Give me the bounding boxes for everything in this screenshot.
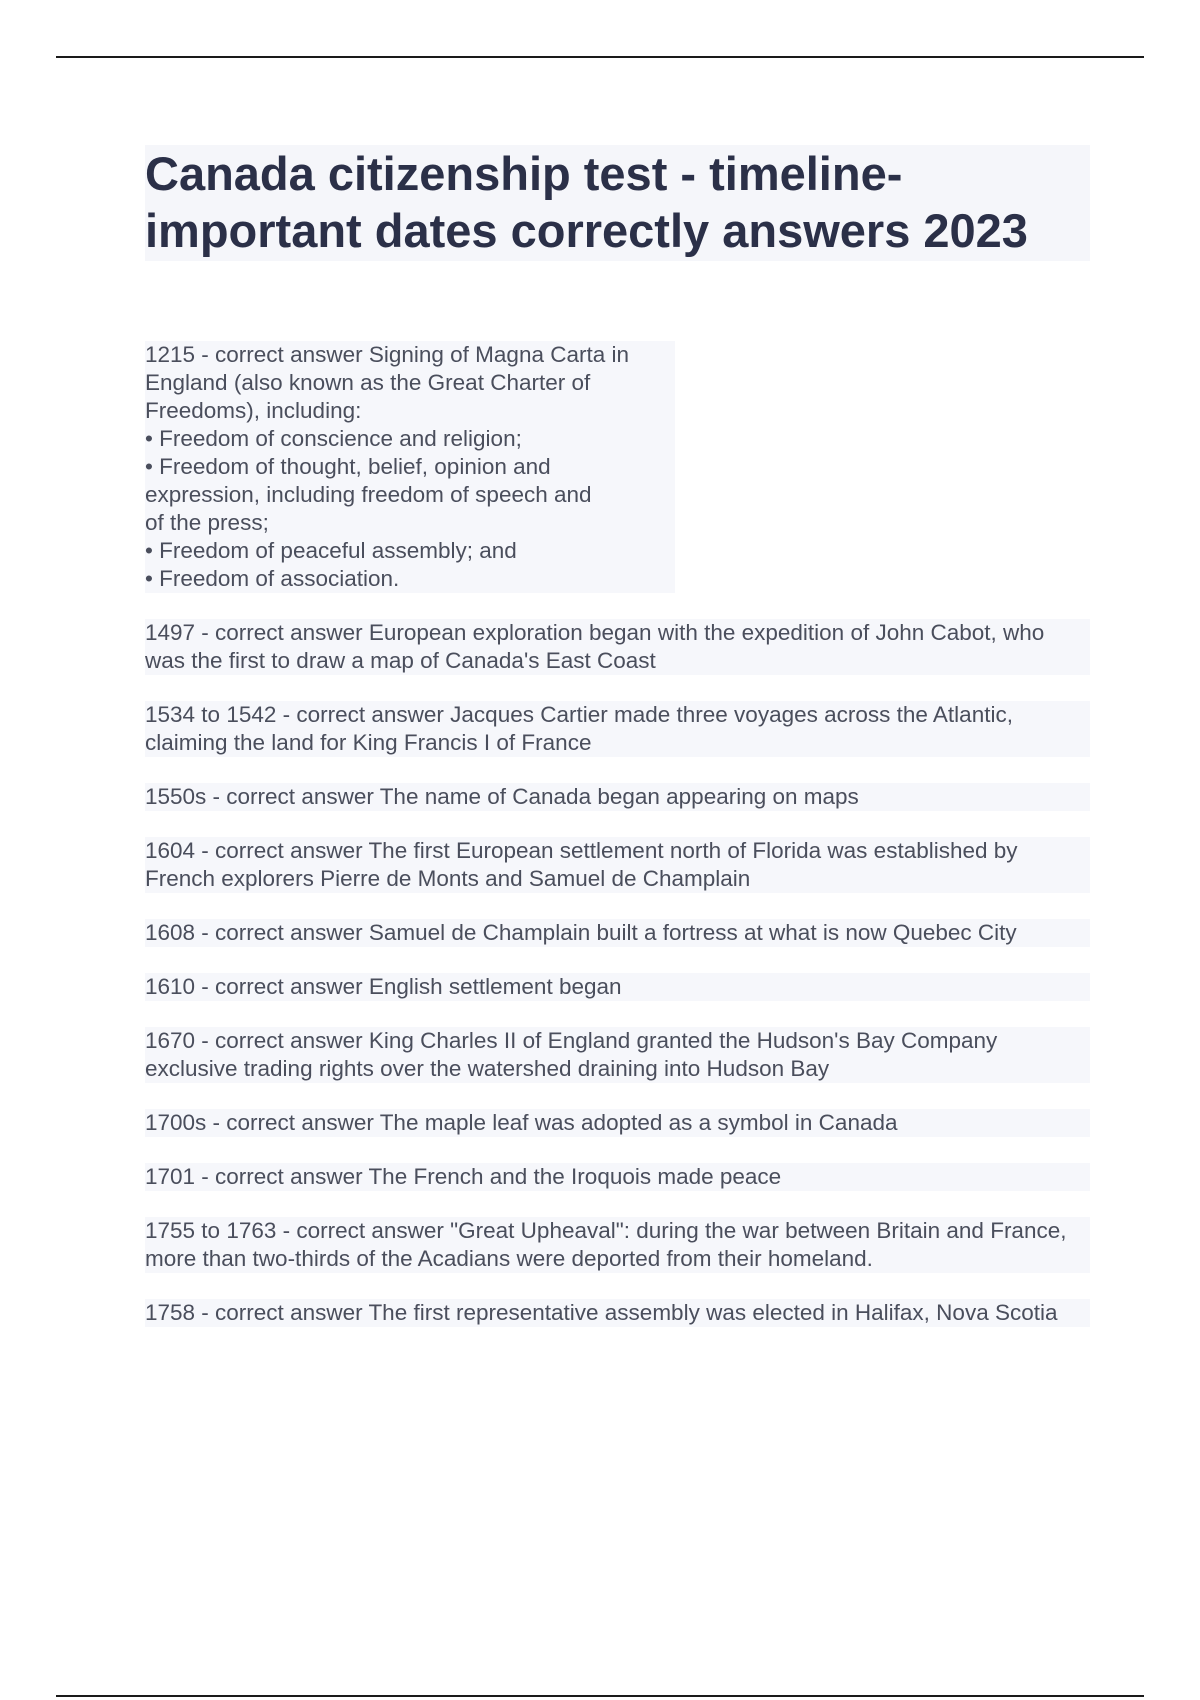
bullet-item: • Freedom of conscience and religion; [145,426,522,451]
entry-line: of the press; [145,510,269,535]
entry-text: 1608 - correct answer Samuel de Champlain built a fortress at what is now Quebec City [145,920,1017,945]
timeline-entry-1755 [145,1217,1090,1273]
entry-text: 1701 - correct answer The French and the Iroquois made peace [145,1164,782,1189]
timeline-entry-1497 [145,619,1090,675]
entry-line: expression, including freedom of speech and [145,482,592,507]
bottom-rule [56,1695,1144,1697]
bullet-item: • Freedom of association. [145,566,400,591]
bullet-item: • Freedom of thought, belief, opinion and [145,454,551,479]
entry-text: 1497 - correct answer European exploration began with the expedition of John Cabot, who was the first to draw a map of Canada's East Coast [145,620,1045,673]
entry-text: 1604 - correct answer The first European settlement north of Florida was established by French explorers Pierre de Monts and Samuel de Champlain [145,838,1018,891]
entry-line: 1215 - correct answer Signing of Magna Carta in [145,342,630,367]
entry-text: 1670 - correct answer King Charles II of England granted the Hudson's Bay Company exclusive trading rights over the watershed draining into Hudson Bay [145,1028,998,1081]
timeline-entry-1604 [145,837,1090,893]
entry-line: England (also known as the Great Charter of [145,370,591,395]
timeline-entry-1608 [145,919,1090,947]
timeline-entry-1670 [145,1027,1090,1083]
timeline-entry-1215 [145,341,675,593]
entry-text: 1610 - correct answer English settlement began [145,974,622,999]
entry-text: 1755 to 1763 - correct answer "Great Upheaval": during the war between Britain and France, more than two-thirds of the Acadians were deported from their homeland. [145,1218,1067,1271]
timeline-entry-1758 [145,1299,1090,1327]
top-rule [56,56,1144,58]
timeline-list [145,341,1090,1327]
timeline-entry-1610 [145,973,1090,1001]
document-body [145,145,1090,1353]
entry-text: 1700s - correct answer The maple leaf was adopted as a symbol in Canada [145,1110,898,1135]
timeline-entry-1700s [145,1109,1090,1137]
timeline-entry-1534 [145,701,1090,757]
timeline-entry-1550s [145,783,1090,811]
entry-text: 1534 to 1542 - correct answer Jacques Cartier made three voyages across the Atlantic, claiming the land for King Francis I of France [145,702,1013,755]
entry-text: 1550s - correct answer The name of Canada began appearing on maps [145,784,859,809]
bullet-item: • Freedom of peaceful assembly; and [145,538,517,563]
entry-line: Freedoms), including: [145,398,362,423]
document-title: Canada citizenship test - timeline- important dates correctly answers 2023 [145,145,1090,261]
entry-text: 1758 - correct answer The first representative assembly was elected in Halifax, Nova Scotia [145,1300,1058,1325]
timeline-entry-1701 [145,1163,1090,1191]
